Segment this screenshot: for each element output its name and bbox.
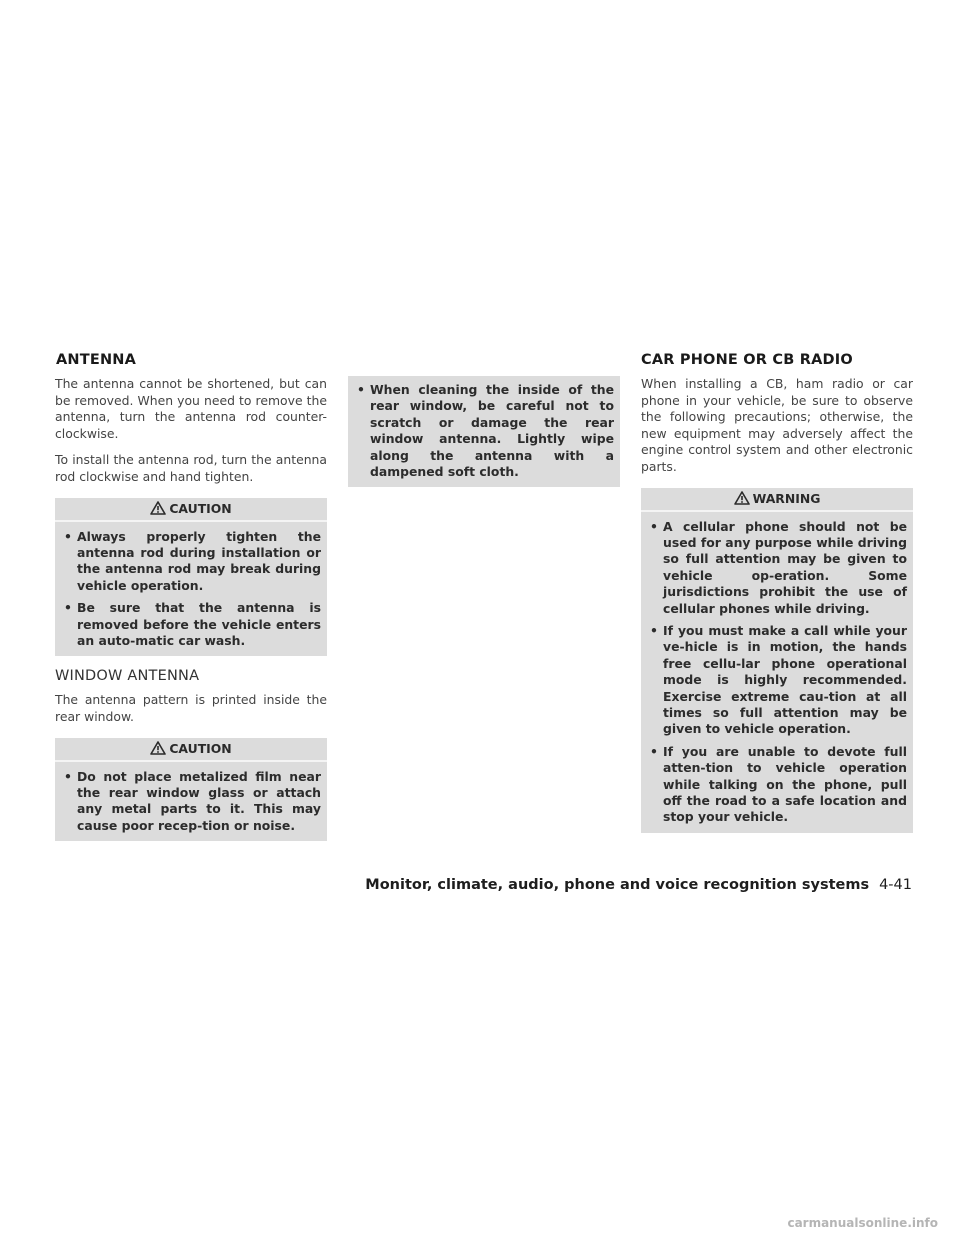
caution-item-text: Do not place metalized film near the rear window glass or attach any metal parts to it. This may cause poor recep-tion or noise. — [77, 768, 321, 833]
warning-triangle-icon — [734, 491, 750, 505]
warning-triangle-icon — [150, 741, 166, 755]
caution-item — [354, 382, 614, 480]
caution-item-text: When cleaning the inside of the rear window, be careful not to scratch or damage the rear window antenna. Lightly wipe along the antenna with a dampened soft cloth. — [370, 382, 614, 480]
bullet: • — [650, 518, 658, 534]
warning-item-text: If you must make a call while your ve-hicle is in motion, the hands free cellu-lar phone operational mode is highly recommended. Exercise extreme cau-tion at all times so full attention may be given to vehicle operation. — [663, 623, 907, 737]
caution-title-text: CAUTION — [169, 500, 232, 516]
window-antenna-paragraph: The antenna pattern is printed inside the rear window. — [55, 692, 327, 724]
antenna-paragraph-2: To install the antenna rod, turn the antenna rod clockwise and hand tighten. — [55, 452, 327, 484]
antenna-heading: ANTENNA — [56, 352, 137, 368]
bullet: • — [650, 623, 658, 638]
bullet: • — [64, 768, 72, 784]
car-phone-paragraph: When installing a CB, ham radio or car phone in your vehicle, be sure to observe the following precautions; otherwise, the new equipment may adversely affect the engine control system and other electronic parts. — [641, 376, 913, 474]
caution-item-text: Be sure that the antenna is removed before the vehicle enters an auto-matic car wash. — [77, 600, 321, 648]
warning-item-text: If you are unable to devote full atten-tion to vehicle operation while talking on the phone, pull off the road to a safe location and stop your vehicle. — [663, 743, 907, 825]
column-2 — [348, 376, 620, 487]
antenna-paragraph-1: The antenna cannot be shortened, but can be removed. When you need to remove the antenna, turn the antenna rod counter-clockwise. — [55, 376, 327, 441]
caution-box-2-continued — [348, 376, 620, 487]
page-number: 4-41 — [879, 877, 912, 893]
page-footer — [365, 877, 912, 893]
warning-title — [641, 488, 913, 512]
caution-title — [55, 498, 327, 522]
warning-triangle-icon — [150, 501, 166, 515]
caution-item — [61, 600, 321, 649]
caution-box-1 — [55, 498, 327, 657]
caution-item — [61, 529, 321, 595]
caution-title-text: CAUTION — [169, 740, 232, 756]
caution-title — [55, 738, 327, 762]
bullet: • — [64, 600, 72, 616]
bullet: • — [64, 528, 72, 544]
bullet: • — [357, 382, 365, 397]
warning-box — [641, 488, 913, 833]
watermark: carmanualsonline.info — [787, 1216, 938, 1230]
warning-item-text: A cellular phone should not be used for any purpose while driving so full attention may be given to vehicle op-eration. Some jurisdictions prohibit the use of cellular phones while driving. — [663, 518, 907, 616]
caution-item — [61, 769, 321, 835]
window-antenna-heading: WINDOW ANTENNA — [55, 668, 200, 685]
caution-item-text: Always properly tighten the antenna rod during installation or the antenna rod may break during vehicle operation. — [77, 528, 321, 593]
caution-box-2 — [55, 738, 327, 842]
warning-title-text: WARNING — [752, 490, 821, 506]
column-1 — [55, 376, 327, 841]
warning-item — [647, 519, 907, 617]
footer-section-title: Monitor, climate, audio, phone and voice recognition systems — [365, 877, 870, 893]
bullet: • — [650, 743, 658, 759]
car-phone-heading: CAR PHONE OR CB RADIO — [641, 352, 853, 368]
warning-item — [647, 623, 907, 738]
column-3 — [641, 376, 913, 833]
warning-item — [647, 744, 907, 826]
